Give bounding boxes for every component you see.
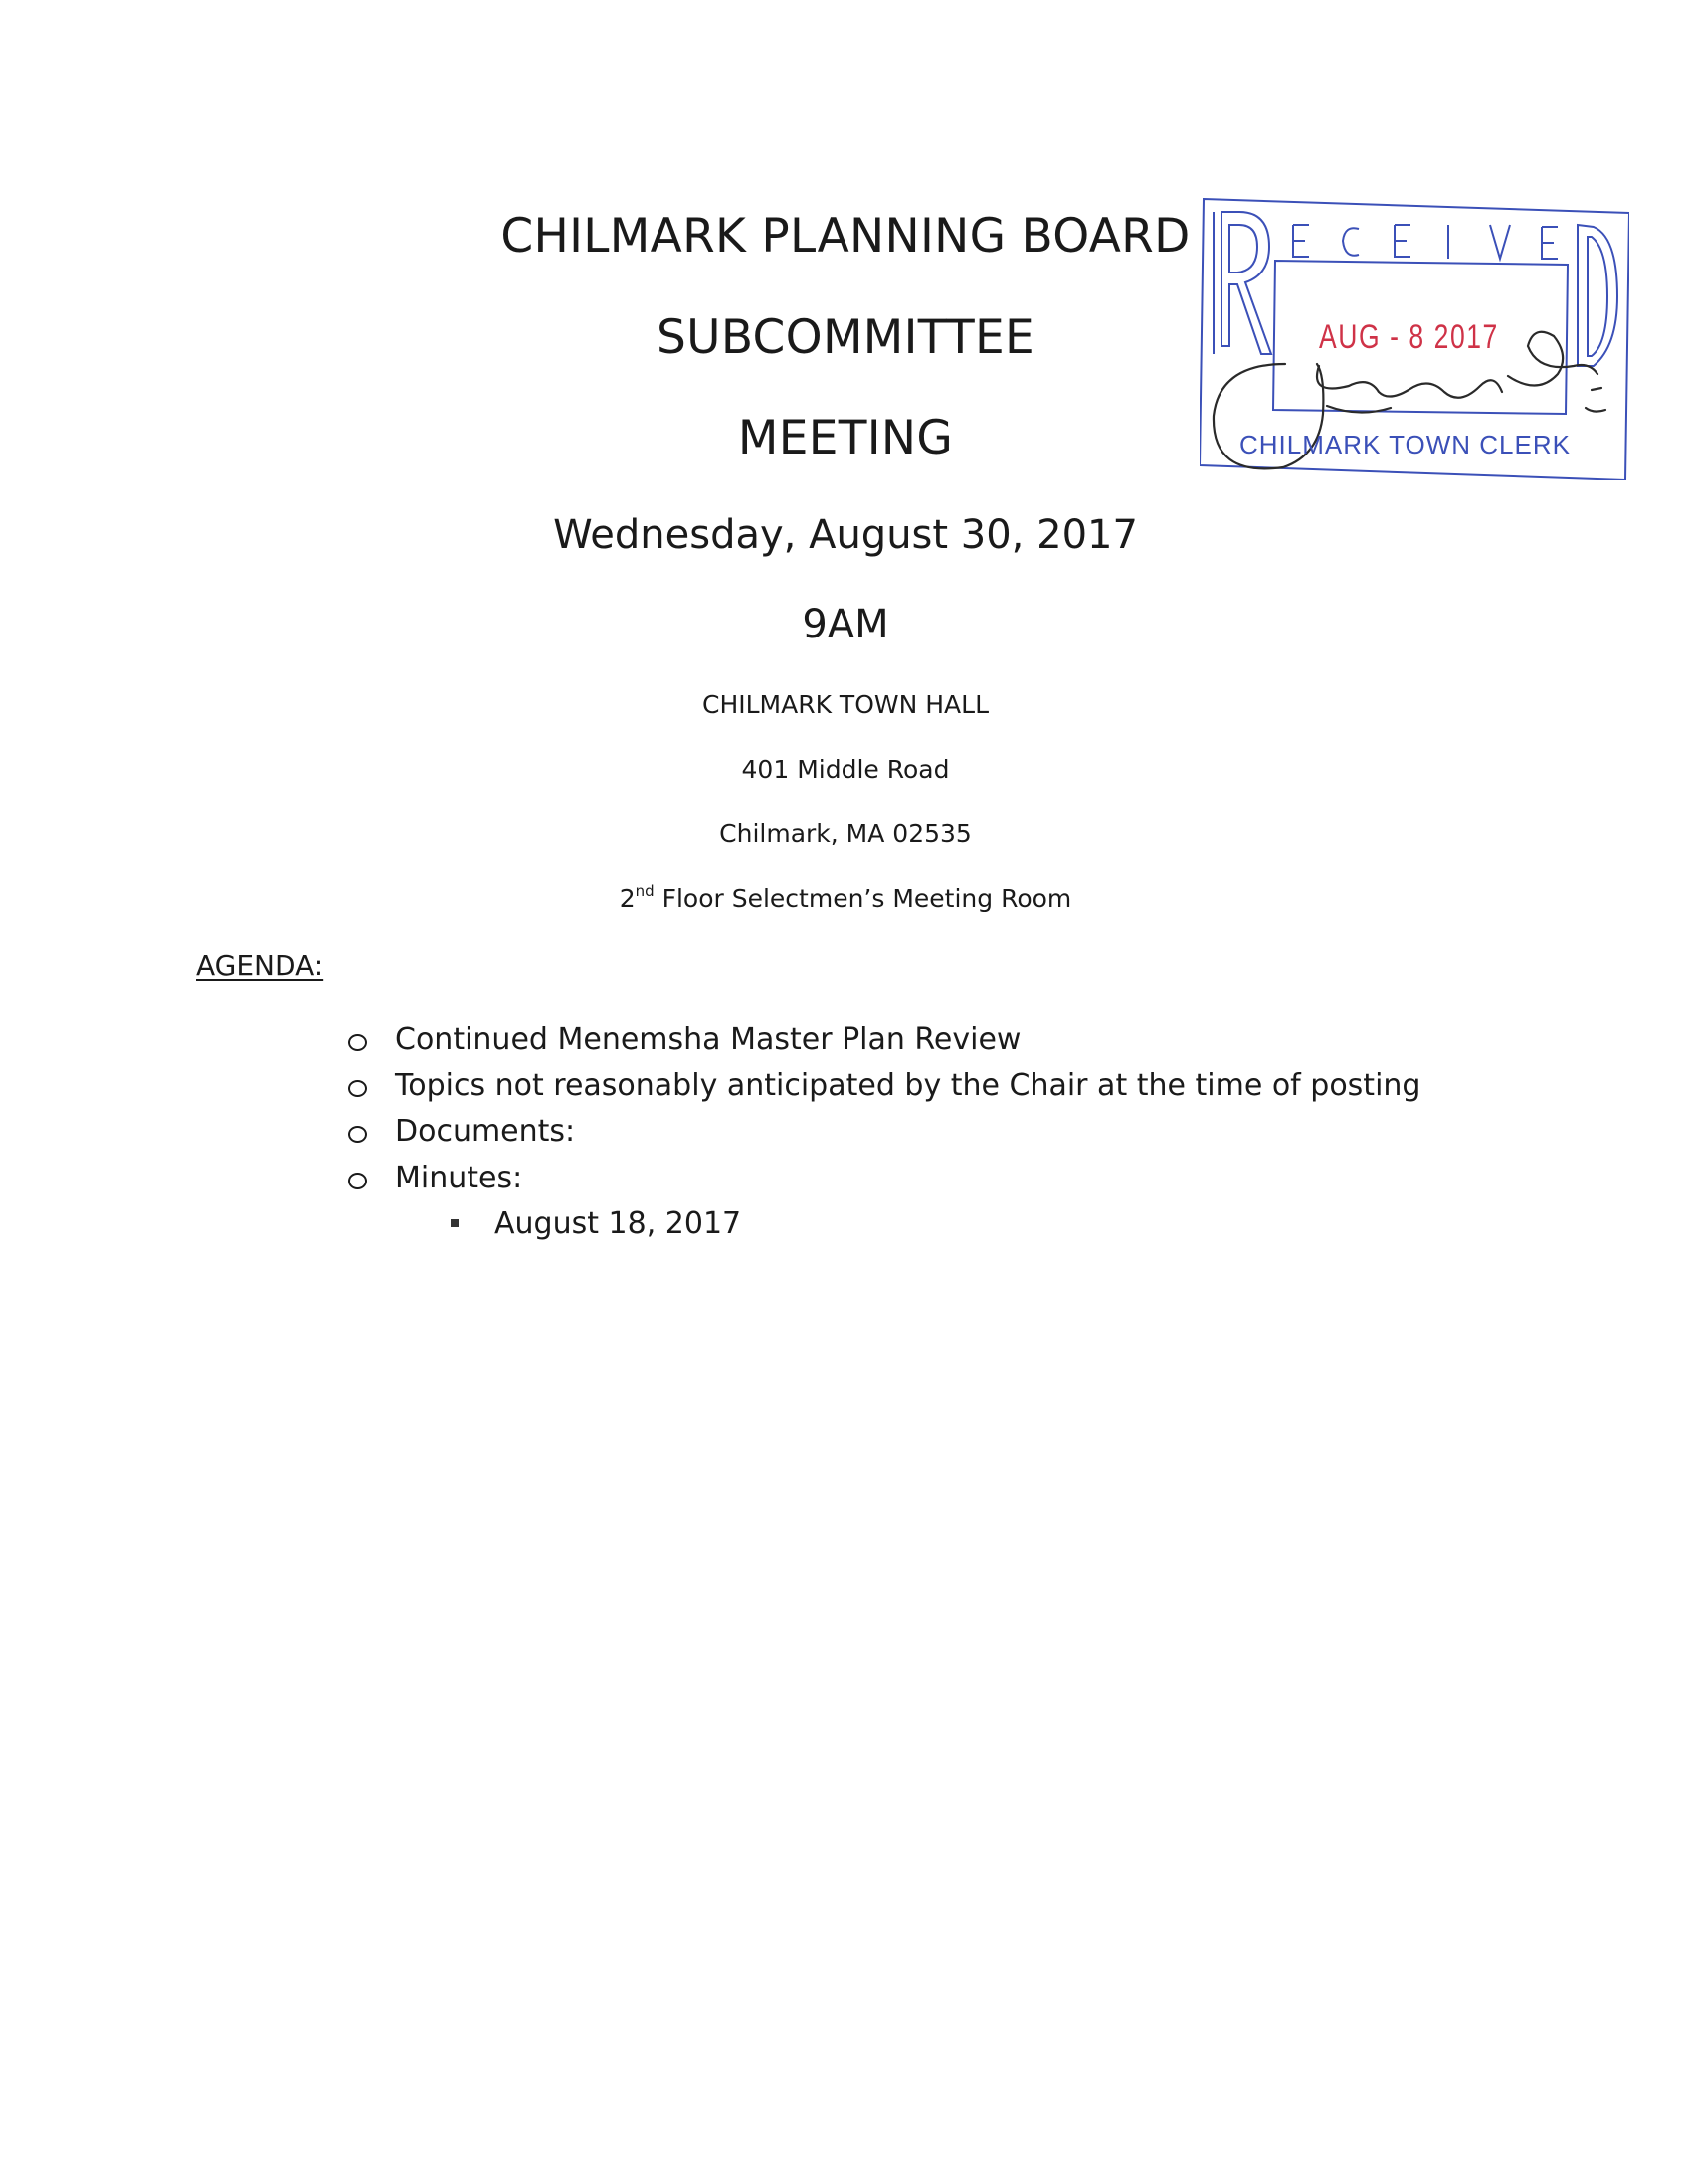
- room-floor-number: 2: [619, 884, 636, 913]
- agenda-item-text: Continued Menemsha Master Plan Review: [395, 1022, 1022, 1057]
- location-city: Chilmark, MA 02535: [719, 819, 972, 848]
- agenda-item-text: Minutes:: [395, 1161, 523, 1195]
- agenda-item-text: Documents:: [395, 1114, 576, 1149]
- title-line-2: SUBCOMMITTEE: [656, 310, 1034, 365]
- stamp-office: CHILMARK TOWN CLERK: [1239, 430, 1571, 459]
- agenda-heading: AGENDA:: [196, 949, 324, 982]
- room-description: Floor Selectmen’s Meeting Room: [654, 884, 1072, 913]
- hollow-bullet-icon: [348, 1126, 367, 1143]
- meeting-date: Wednesday, August 30, 2017: [553, 512, 1138, 558]
- hollow-bullet-icon: [348, 1173, 367, 1189]
- location-name: CHILMARK TOWN HALL: [701, 690, 989, 719]
- received-stamp: [1200, 197, 1629, 480]
- location-street: 401 Middle Road: [741, 755, 950, 784]
- agenda-item-text: Topics not reasonably anticipated by the Chair at the time of posting: [395, 1068, 1421, 1103]
- hollow-bullet-icon: [348, 1080, 367, 1097]
- agenda-subitem-text: August 18, 2017: [494, 1206, 742, 1241]
- hollow-bullet-icon: [348, 1034, 367, 1051]
- stamp-date: AUG - 8 2017: [1319, 318, 1499, 356]
- title-line-1: CHILMARK PLANNING BOARD: [500, 209, 1191, 264]
- square-bullet-icon: [451, 1219, 459, 1227]
- meeting-time: 9AM: [802, 602, 889, 647]
- title-line-3: MEETING: [737, 411, 954, 465]
- room-floor-suffix: nd: [635, 882, 655, 900]
- location-room: [0, 884, 1691, 913]
